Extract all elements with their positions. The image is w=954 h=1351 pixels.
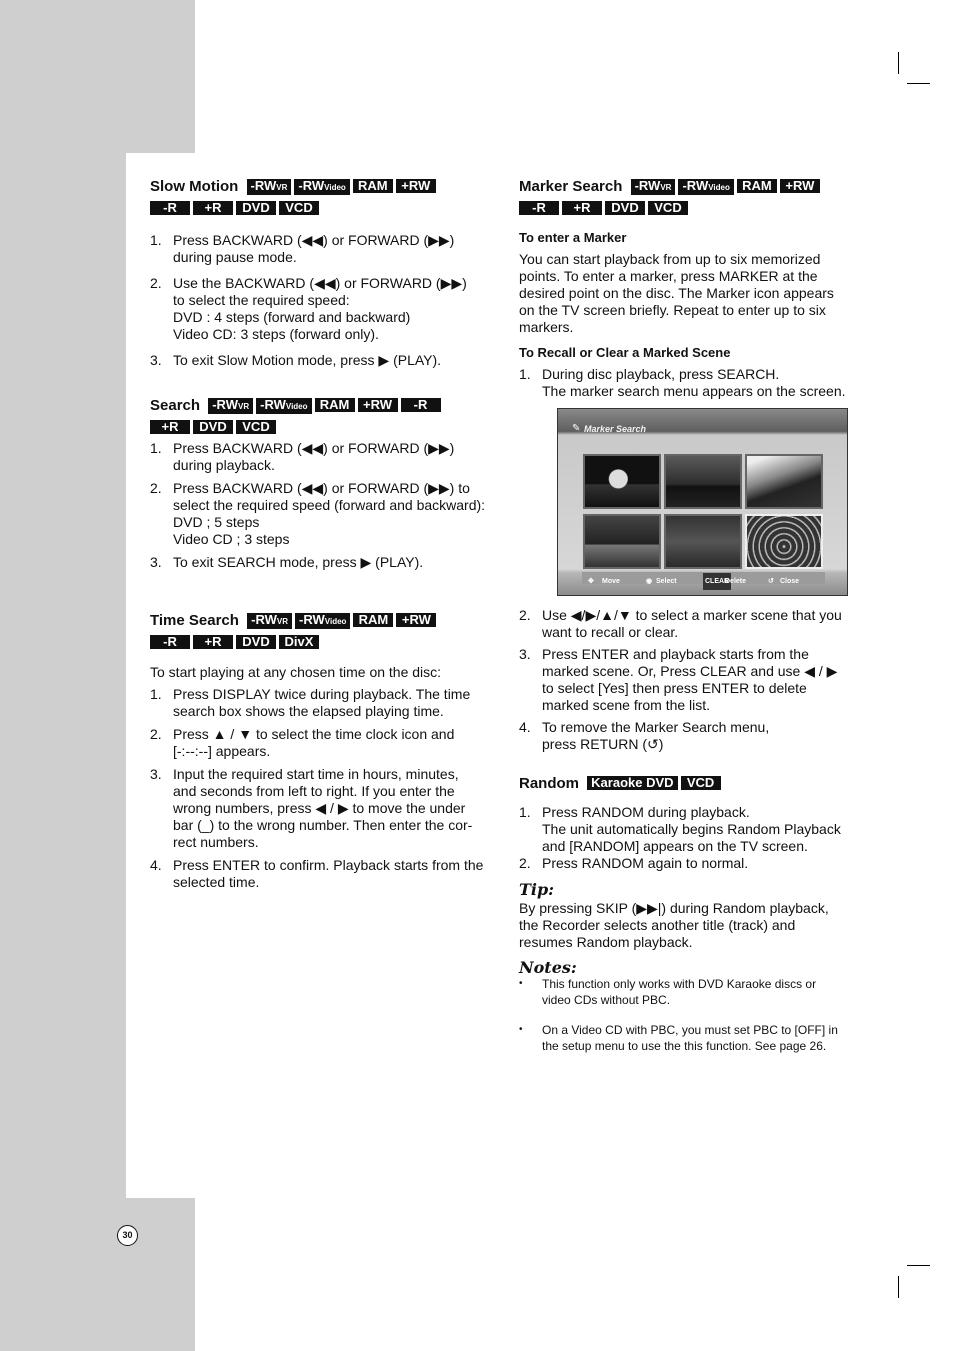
marker-thumbnail[interactable] [583, 514, 661, 569]
step-text [173, 480, 485, 547]
disc-type-badge [681, 776, 721, 790]
step-number: 2. [519, 607, 531, 623]
badge-label: -R [163, 200, 177, 215]
text-line: On a Video CD with PBC, you must set PBC to [OFF] in [542, 1023, 838, 1037]
text-line: select the required speed (forward and backward): [173, 497, 486, 513]
badge-sub-label: VR [660, 183, 672, 192]
step-text [173, 275, 467, 342]
enter-marker-heading: To enter a Marker [519, 230, 627, 245]
badge-label: -RW [682, 178, 709, 193]
badge-row [150, 200, 322, 217]
badge-label: DVD [242, 200, 270, 215]
disc-type-badge [150, 420, 190, 434]
list-item [519, 719, 864, 753]
badge-sub-label: VR [276, 617, 289, 626]
step-number: • [519, 978, 523, 989]
text-line: the Recorder selects another title (track) and [519, 917, 796, 933]
list-item [150, 440, 500, 474]
badge-label: RAM [358, 612, 389, 627]
search-steps [150, 440, 500, 571]
step-number: 2. [150, 275, 162, 291]
step-text [542, 855, 748, 871]
text-line: By pressing SKIP (▶▶|) during Random playback, [519, 900, 829, 916]
text-line: and [RANDOM] appears on the TV screen. [542, 838, 808, 854]
notes-list [519, 976, 864, 1054]
badge-label: VCD [686, 775, 715, 790]
text-line: The marker search menu appears on the screen. [542, 383, 846, 399]
disc-type-badge [256, 398, 311, 414]
badge-label: -RW [299, 612, 325, 627]
disc-type-badge [401, 398, 441, 412]
return-icon: ↺ [768, 578, 774, 585]
step-number: 3. [150, 766, 162, 782]
time-search-intro: To start playing at any chosen time on the disc: [150, 664, 442, 680]
crop-mark [898, 1276, 899, 1298]
random-steps [519, 804, 864, 872]
step-text [542, 646, 837, 713]
badge-label: VCD [285, 200, 313, 215]
badge-label: -RW [251, 612, 277, 627]
clear-key: CLEAR [703, 573, 731, 590]
disc-type-badge [193, 420, 233, 434]
step-number: 1. [150, 440, 162, 456]
step-number: 4. [150, 857, 162, 873]
text-line: Video CD ; 3 steps [173, 531, 290, 547]
text-line: during playback. [173, 457, 275, 473]
disc-type-badge [519, 201, 559, 215]
badge-label: -R [163, 634, 177, 649]
section-title: Slow Motion [150, 178, 239, 195]
text-line: the setup menu to use the this function. See page 26. [542, 1039, 827, 1053]
step-text [542, 366, 846, 399]
text-line: selected time. [173, 874, 260, 890]
marker-thumbnail[interactable] [745, 454, 823, 509]
marker-thumbnail[interactable] [583, 454, 661, 509]
step-number: 4. [519, 719, 531, 735]
disc-type-badge [353, 613, 393, 627]
recall-step-1 [519, 366, 864, 400]
text-line: and seconds from left to right. If you enter the [173, 783, 455, 799]
disc-type-badge [605, 201, 645, 215]
tip-text [519, 900, 864, 951]
badge-label: +RW [785, 178, 815, 193]
footer-delete: Delete [725, 578, 747, 585]
disc-type-badge [193, 635, 233, 649]
disc-type-badge [150, 635, 190, 649]
text-line: resumes Random playback. [519, 934, 693, 950]
disc-type-badge [587, 776, 677, 790]
step-text [542, 719, 769, 752]
list-item [150, 857, 500, 891]
text-line: You can start playback from up to six memorized [519, 251, 821, 267]
right-column [519, 176, 864, 1054]
step-number: 3. [150, 554, 162, 570]
disc-type-badge [562, 201, 602, 215]
random-heading [519, 773, 864, 795]
badge-row [150, 634, 322, 651]
badge-sub-label: Video [324, 617, 347, 626]
text-line: on the TV screen briefly. Repeat to enter up to six [519, 302, 826, 318]
step-text [542, 607, 842, 640]
step-number: 3. [519, 646, 531, 662]
text-line: DVD ; 5 steps [173, 514, 260, 530]
badge-row [247, 178, 439, 195]
badge-row [150, 419, 279, 436]
badge-sub-label: VR [237, 402, 250, 411]
step-text [173, 232, 454, 265]
badge-label: -R [532, 200, 546, 215]
notes-title: Notes: [519, 958, 577, 977]
badge-row [631, 178, 823, 195]
badge-label: RAM [319, 397, 350, 412]
text-line: Use ◀/▶/▲/▼ to select a marker scene that you [542, 607, 842, 623]
badge-row [519, 200, 691, 217]
badge-label: Karaoke DVD [591, 775, 674, 790]
badge-label: RAM [742, 178, 772, 193]
step-number: 3. [150, 352, 162, 368]
badge-label: DVD [611, 200, 639, 215]
disc-type-badge [294, 179, 349, 195]
badge-label: -RW [298, 178, 325, 193]
step-text [542, 1023, 838, 1053]
section-title: Time Search [150, 612, 239, 629]
text-line: during pause mode. [173, 249, 297, 265]
text-line: To remove the Marker Search menu, [542, 719, 770, 735]
badge-label: -RW [212, 397, 238, 412]
text-line: Press ▲ / ▼ to select the time clock icon and [173, 726, 455, 742]
recall-heading: To Recall or Clear a Marked Scene [519, 345, 731, 360]
badge-label: RAM [357, 178, 388, 193]
disc-type-badge [358, 398, 398, 412]
disc-type-badge [396, 613, 436, 627]
text-line: points. To enter a marker, press MARKER at the [519, 268, 818, 284]
footer-move: Move [602, 578, 620, 585]
badge-label: DivX [284, 634, 314, 649]
text-line: marked scene from the list. [542, 697, 711, 713]
badge-label: -RW [250, 178, 277, 193]
badge-sub-label: Video [324, 183, 346, 192]
badge-row [587, 775, 723, 792]
text-line: To exit Slow Motion mode, press ▶ (PLAY). [173, 352, 442, 368]
badge-sub-label: VR [276, 183, 288, 192]
text-line: The unit automatically begins Random Playback [542, 821, 841, 837]
section-title: Marker Search [519, 178, 623, 195]
disc-type-badge [193, 201, 233, 215]
disc-type-badge [631, 179, 676, 195]
badge-label: -RW [260, 397, 286, 412]
select-icon: ◉ [646, 578, 653, 585]
tip-title: Tip: [519, 880, 555, 899]
step-number: 2. [519, 855, 531, 871]
step-text [173, 686, 470, 719]
time-search-heading [150, 610, 500, 654]
text-line: Press ENTER and playback starts from the [542, 646, 809, 662]
disc-type-badge [236, 635, 276, 649]
crop-mark [907, 1265, 930, 1266]
disc-type-badge [150, 201, 190, 215]
disc-type-badge [678, 179, 733, 195]
badge-label: +R [204, 200, 222, 215]
text-line: To exit SEARCH mode, press ▶ (PLAY). [173, 554, 424, 570]
text-line: Press BACKWARD (◀◀) or FORWARD (▶▶) to [173, 480, 470, 496]
step-text [542, 977, 816, 1007]
slow-motion-steps [150, 232, 500, 369]
text-line: Press DISPLAY twice during playback. The time [173, 686, 471, 702]
badge-row [247, 612, 439, 629]
disc-type-badge [247, 613, 292, 629]
list-item [150, 352, 500, 369]
step-text [173, 726, 454, 759]
list-item [150, 480, 500, 548]
disc-type-badge [780, 179, 820, 193]
badge-label: +R [573, 200, 591, 215]
disc-type-badge [648, 201, 688, 215]
badge-label: -RW [634, 178, 661, 193]
disc-type-badge [279, 201, 319, 215]
list-item [519, 607, 864, 641]
text-line: to select [Yes] then press ENTER to delete [542, 680, 807, 696]
badge-label: +RW [401, 612, 431, 627]
list-item [150, 275, 500, 343]
badge-label: +R [161, 419, 179, 434]
list-item [519, 855, 864, 872]
list-item [150, 766, 500, 851]
marker-thumbnail[interactable] [664, 454, 742, 509]
list-item [150, 686, 500, 720]
gray-margin-left [0, 153, 126, 1198]
step-text [173, 554, 423, 570]
text-line: search box shows the elapsed playing time. [173, 703, 444, 719]
text-line: markers. [519, 319, 574, 335]
section-title: Random [519, 775, 579, 792]
text-line: wrong numbers, press ◀ / ▶ to move the under [173, 800, 466, 816]
disc-type-badge [315, 398, 355, 412]
disc-type-badge [353, 179, 393, 193]
text-line: press RETURN (↺) [542, 736, 664, 752]
disc-type-badge [247, 179, 292, 195]
step-number: • [519, 1024, 523, 1035]
text-line: During disc playback, press SEARCH. [542, 366, 780, 382]
enter-marker-text [519, 251, 864, 336]
step-text [173, 857, 483, 890]
screen-footer [582, 572, 825, 584]
text-line: Use the BACKWARD (◀◀) or FORWARD (▶▶) [173, 275, 467, 291]
list-item [519, 646, 864, 714]
text-line: This function only works with DVD Karaoke discs or [542, 977, 817, 991]
step-text [173, 440, 454, 473]
badge-label: +R [204, 634, 222, 649]
section-title: Search [150, 397, 201, 414]
step-number: 1. [519, 366, 531, 382]
footer-close: Close [780, 578, 800, 585]
badge-label: -R [413, 397, 428, 412]
marker-thumbnail[interactable] [664, 514, 742, 569]
list-item [519, 366, 864, 400]
marker-search-heading [519, 176, 864, 220]
step-number: 1. [150, 232, 162, 248]
badge-sub-label: Video [285, 402, 308, 411]
badge-label: VCD [242, 419, 270, 434]
gray-margin-bottom [0, 1198, 195, 1351]
badge-label: +RW [363, 397, 393, 412]
disc-type-badge [236, 420, 276, 434]
step-text [173, 766, 472, 850]
marker-icon: ✎ [572, 423, 581, 434]
disc-type-badge [208, 398, 253, 414]
text-line: to select the required speed: [173, 292, 350, 308]
page-number: 30 [117, 1225, 138, 1246]
list-item [519, 804, 864, 855]
badge-label: VCD [654, 200, 682, 215]
disc-type-badge [396, 179, 436, 193]
text-line: Input the required start time in hours, minutes, [173, 766, 459, 782]
time-search-steps [150, 686, 500, 891]
disc-type-badge [737, 179, 777, 193]
crop-mark [898, 52, 899, 74]
text-line: desired point on the disc. The Marker icon appears [519, 285, 834, 301]
list-item [519, 976, 864, 1008]
text-line: rect numbers. [173, 834, 259, 850]
badge-label: DVD [199, 419, 227, 434]
text-line: video CDs without PBC. [542, 993, 671, 1007]
badge-sub-label: Video [708, 183, 730, 192]
disc-type-badge [295, 613, 350, 629]
step-text [542, 804, 841, 854]
list-item [150, 232, 500, 266]
marker-search-screen [557, 408, 848, 596]
step-number: 2. [150, 480, 162, 496]
text-line: Press RANDOM again to normal. [542, 855, 749, 871]
slow-motion-heading [150, 176, 500, 220]
crop-mark [907, 83, 930, 84]
text-line: want to recall or clear. [542, 624, 679, 640]
text-line: Press BACKWARD (◀◀) or FORWARD (▶▶) [173, 440, 455, 456]
marker-thumbnail[interactable] [745, 514, 823, 569]
badge-label: DVD [242, 634, 270, 649]
text-line: [-:--:--] appears. [173, 743, 271, 759]
text-line: Video CD: 3 steps (forward only). [173, 326, 379, 342]
search-heading [150, 395, 500, 439]
text-line: bar (_) to the wrong number. Then enter the cor- [173, 817, 473, 833]
disc-type-badge [279, 635, 319, 649]
text-line: marked scene. Or, Press CLEAR and use ◀ / ▶ [542, 663, 838, 679]
step-number: 2. [150, 726, 162, 742]
step-text [173, 352, 441, 368]
text-line: Press RANDOM during playback. [542, 804, 750, 820]
badge-label: +RW [401, 178, 431, 193]
step-number: 1. [519, 804, 531, 820]
badge-row [208, 397, 443, 414]
text-line: DVD : 4 steps (forward and backward) [173, 309, 411, 325]
move-icon: ✥ [588, 578, 594, 585]
recall-steps [519, 607, 864, 753]
left-column [150, 176, 500, 891]
step-number: 1. [150, 686, 162, 702]
footer-select: Select [656, 578, 677, 585]
text-line: Press ENTER to confirm. Playback starts from the [173, 857, 484, 873]
list-item [150, 726, 500, 760]
list-item [150, 554, 500, 571]
screen-title: Marker Search [584, 424, 647, 434]
gray-margin-top [0, 0, 195, 153]
disc-type-badge [236, 201, 276, 215]
text-line: Press BACKWARD (◀◀) or FORWARD (▶▶) [173, 232, 455, 248]
list-item [519, 1022, 864, 1054]
